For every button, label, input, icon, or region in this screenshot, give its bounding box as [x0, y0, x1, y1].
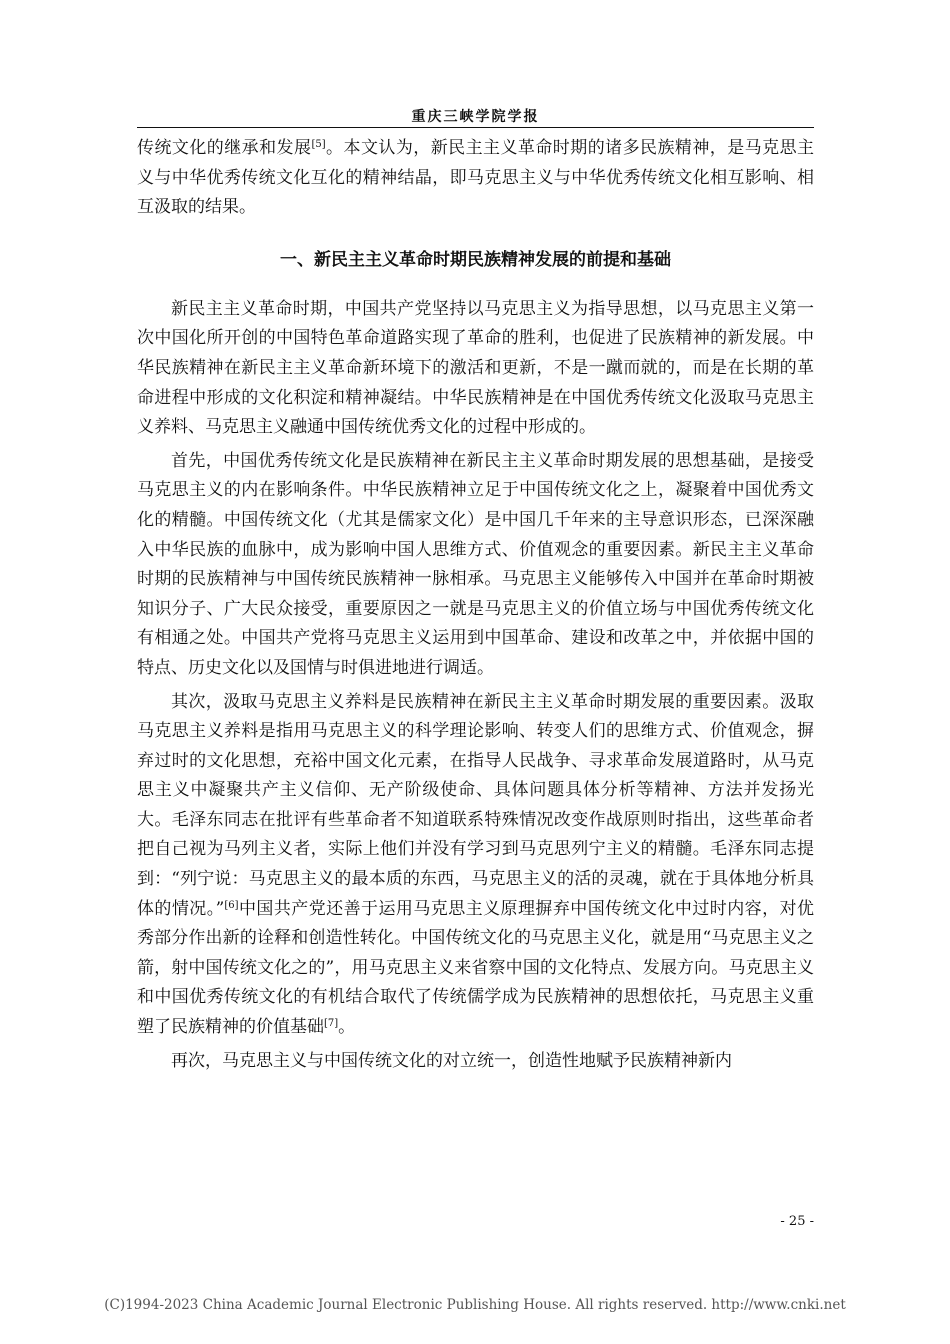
citation: [6]: [224, 899, 239, 911]
paragraph-text: 。: [338, 1017, 356, 1038]
paragraph-text: 。本文认为，新民主主义革命时期的诸多民族精神，是马克思主义与中华优秀传统文化互化的精神结晶，即马克思主义与中华优秀传统文化相互影响、相互汲取的结果。: [137, 138, 815, 218]
section-heading: 一、新民主主义革命时期民族精神发展的前提和基础: [280, 249, 671, 270]
article-body: [137, 134, 814, 1076]
paragraph-text: 中国共产党还善于运用马克思主义原理摒弃中国传统文化中过时内容，对优秀部分作出新的诠释和创造性转化。中国传统文化的马克思主义化，就是用“马克思主义之箭，射中国传统文化之的”，用马克思主义来省察中国的文化特点、发展方向。马克思主义和中国优秀传统文化的有机结合取代了传统儒学成为民族精神的思想依托，马克思主义重塑了民族精神的价值基础: [137, 898, 814, 1038]
citation: [7]: [324, 1018, 339, 1030]
citation: [5]: [311, 139, 326, 150]
paragraph-text: 传统文化的继承和发展: [137, 138, 312, 158]
page-number: - 25 -: [780, 1214, 814, 1229]
copyright-footer: (C)1994-2023 China Academic Journal Electronic Publishing House. All rights reserved. http://www.cnki.net: [104, 1297, 846, 1313]
paragraph-text: 其次，汲取马克思主义养料是民族精神在新民主主义革命时期发展的重要因素。汲取马克思主义养料是指用马克思主义的科学理论影响、转变人们的思维方式、价值观念，摒弃过时的文化思想，充裕中国文化元素，在指导人民战争、寻求革命发展道路时，从马克思主义中凝聚共产主义信仰、无产阶级使命、具体问题具体分析等精神、方法并发扬光大。毛泽东同志在批评有些革命者不知道联系特殊情况改变作战原则时指出，这些革命者把自己视为马列主义者，实际上他们并没有学习到马克思列宁主义的精髓。毛泽东同志提到：“列宁说：马克思主义的最本质的东西，马克思主义的活的灵魂，就在于具体地分析具体的情况。”: [137, 691, 814, 919]
header-rule: [137, 127, 814, 128]
journal-header: 重庆三峡学院学报: [411, 109, 540, 125]
paragraph-3: [137, 688, 814, 1043]
paragraph-continued: [137, 134, 814, 223]
paragraph-2: 首先，中国优秀传统文化是民族精神在新民主主义革命时期发展的思想基础，是接受马克思主义的内在影响条件。中华民族精神立足于中国传统文化之上，凝聚着中国优秀文化的精髓。中国传统文化（尤其是儒家文化）是中国几千年来的主导意识形态，已深深融入中华民族的血脉中，成为影响中国人思维方式、价值观念的重要因素。新民主主义革命时期的民族精神与中国传统民族精神一脉相承。马克思主义能够传入中国并在革命时期被知识分子、广大民众接受，重要原因之一就是马克思主义的价值立场与中国优秀传统文化有相通之处。中国共产党将马克思主义运用到中国革命、建设和改革之中，并依据中国的特点、历史文化以及国情与时俱进地进行调适。: [137, 450, 814, 678]
paragraph-4: 再次，马克思主义与中国传统文化的对立统一，创造性地赋予民族精神新内: [171, 1050, 732, 1071]
paragraph-1: 新民主主义革命时期，中国共产党坚持以马克思主义为指导思想，以马克思主义第一次中国化所开创的中国特色革命道路实现了革命的胜利，也促进了民族精神的新发展。中华民族精神在新民主主义革命新环境下的激活和更新，不是一蹴而就的，而是在长期的革命进程中形成的文化积淀和精神凝结。中华民族精神是在中国优秀传统文化汲取马克思主义养料、马克思主义融通中国传统优秀文化的过程中形成的。: [137, 298, 814, 438]
